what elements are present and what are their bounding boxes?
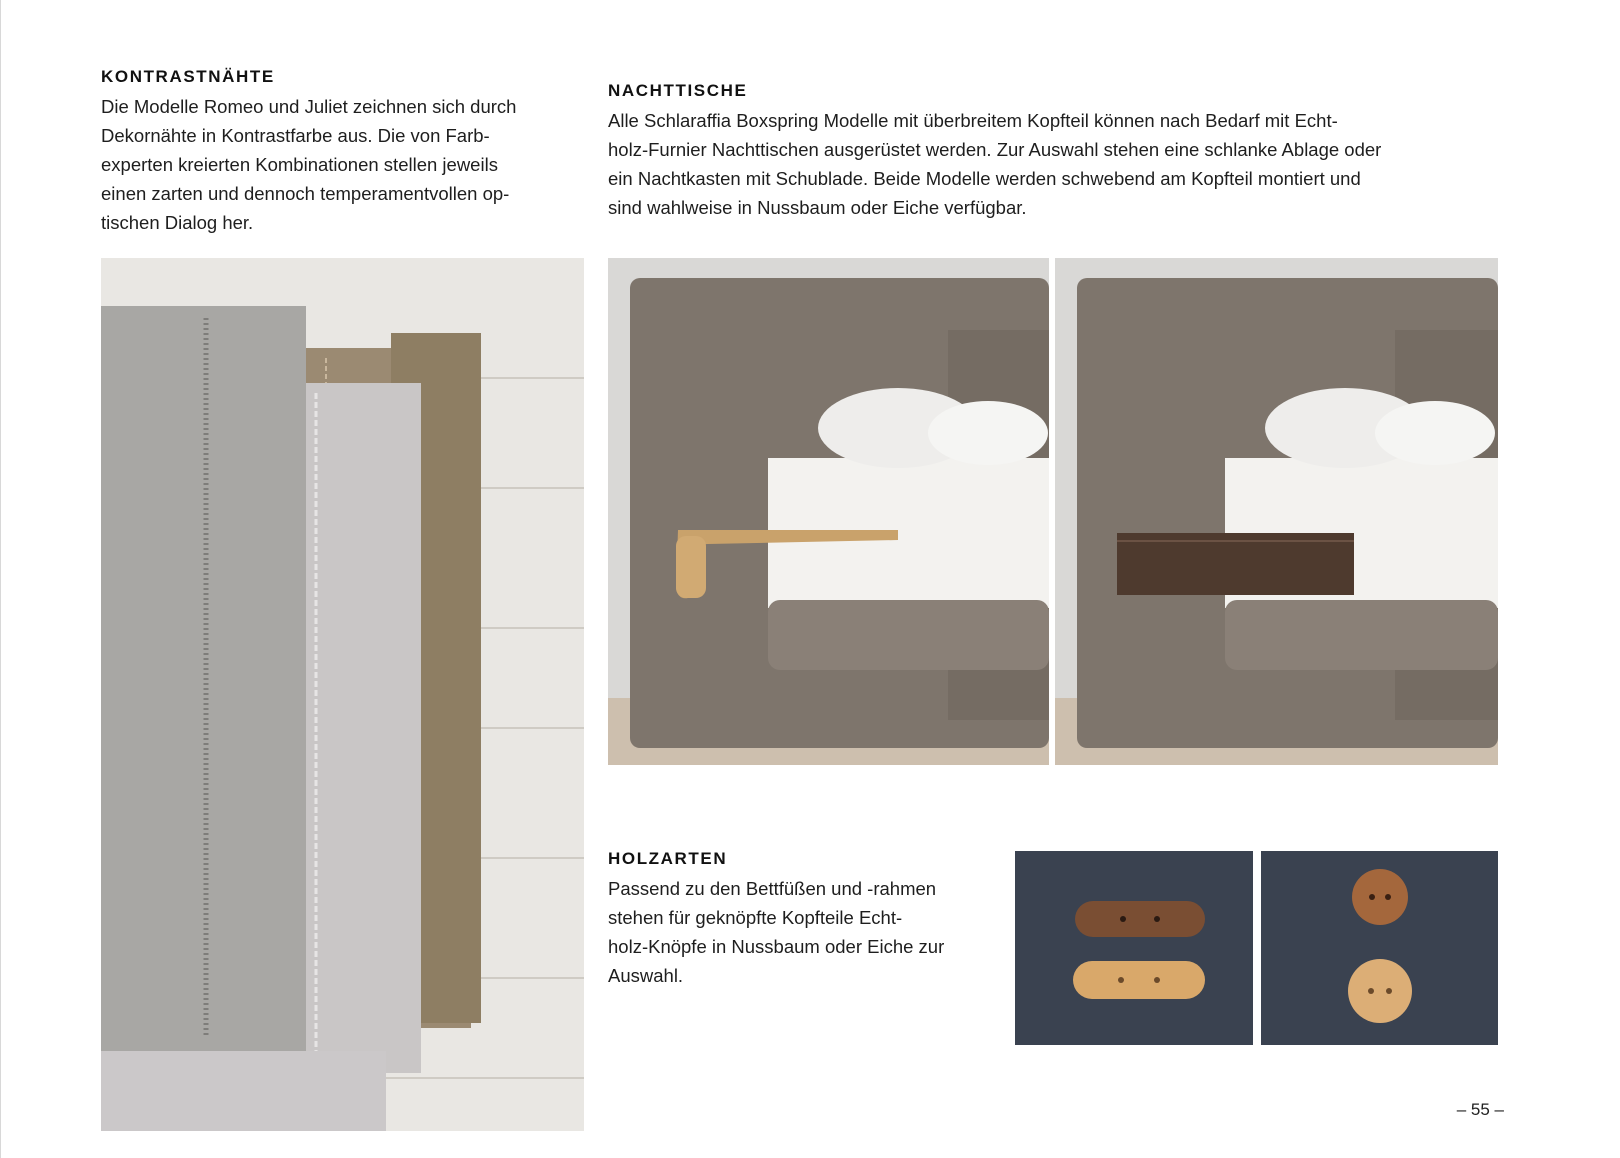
heading-holzarten: HOLZARTEN (608, 849, 728, 868)
bed-nightstand-walnut-photo (1055, 258, 1498, 765)
text-line: tischen Dialog her. (101, 212, 254, 233)
page-edge (0, 0, 1, 1158)
text-line: Auswahl. (608, 965, 684, 986)
text-line: einen zarten und dennoch temperamentvollen op- (101, 183, 510, 204)
text-line: Alle Schlaraffia Boxspring Modelle mit überbreitem Kopfteil können nach Bedarf mit Echt- (608, 110, 1338, 131)
text-line: Die Modelle Romeo und Juliet zeichnen sich durch (101, 96, 517, 117)
oval-wood-buttons-photo (1015, 851, 1253, 1045)
text-line: experten kreierten Kombinationen stellen jeweils (101, 154, 498, 175)
text-line: stehen für geknöpfte Kopfteile Echt- (608, 907, 903, 928)
text-kontrastnaehte (101, 92, 591, 237)
heading-nachttische: NACHTTISCHE (608, 81, 748, 100)
bed-shelf-oak-photo (608, 258, 1049, 765)
text-nachttische (608, 106, 1508, 222)
fabric-samples-photo (101, 258, 584, 1131)
round-wood-buttons-photo (1261, 851, 1498, 1045)
page-number: – 55 – (1456, 1100, 1504, 1119)
text-line: holz-Knöpfe in Nussbaum oder Eiche zur (608, 936, 945, 957)
heading-kontrastnaehte: KONTRASTNÄHTE (101, 67, 275, 86)
text-line: sind wahlweise in Nussbaum oder Eiche verfügbar. (608, 197, 1027, 218)
text-line: Passend zu den Bettfüßen und -rahmen (608, 878, 937, 899)
text-line: holz-Furnier Nachttischen ausgerüstet werden. Zur Auswahl stehen eine schlanke Ablage oder (608, 139, 1382, 160)
text-holzarten (608, 874, 998, 990)
text-line: ein Nachtkasten mit Schublade. Beide Modelle werden schwebend am Kopfteil montiert und (608, 168, 1361, 189)
text-line: Dekornähte in Kontrastfarbe aus. Die von Farb- (101, 125, 490, 146)
